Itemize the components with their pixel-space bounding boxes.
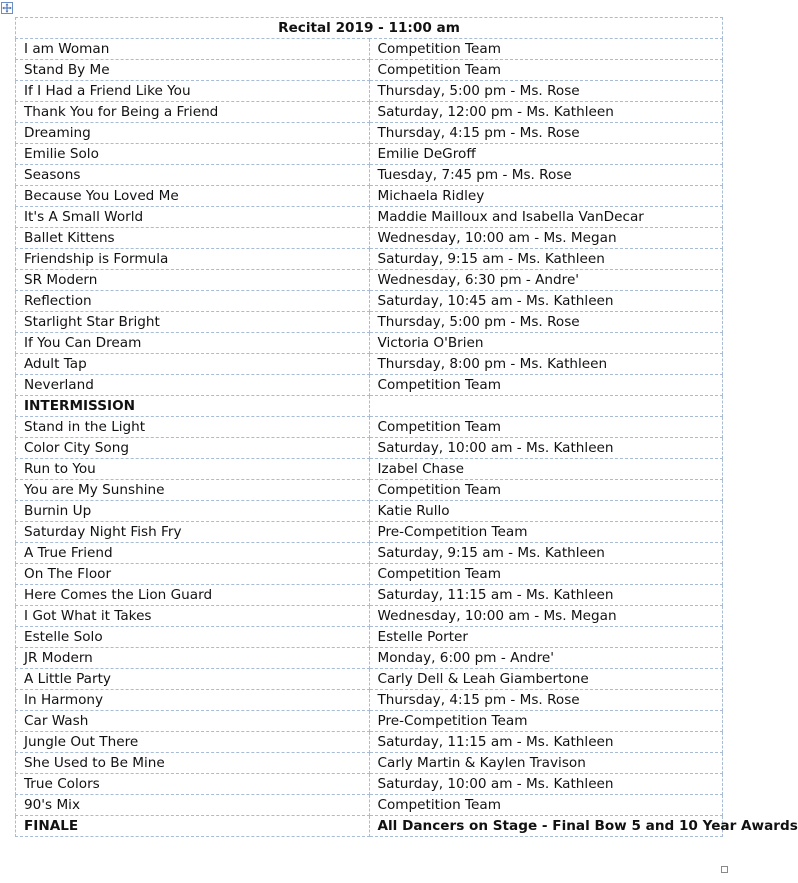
piece-detail-cell[interactable]: Thursday, 5:00 pm - Ms. Rose: [369, 312, 723, 333]
table-row: [16, 165, 723, 186]
piece-name-cell[interactable]: Neverland: [16, 375, 370, 396]
piece-detail-cell[interactable]: Victoria O'Brien: [369, 333, 723, 354]
piece-name-cell[interactable]: Jungle Out There: [16, 732, 370, 753]
piece-name-cell[interactable]: Seasons: [16, 165, 370, 186]
piece-name-cell[interactable]: 90's Mix: [16, 795, 370, 816]
piece-name-cell[interactable]: Ballet Kittens: [16, 228, 370, 249]
piece-name-cell[interactable]: Saturday Night Fish Fry: [16, 522, 370, 543]
table-row: [16, 648, 723, 669]
table-row: [16, 753, 723, 774]
table-row: [16, 732, 723, 753]
table-row: [16, 522, 723, 543]
table-row: [16, 480, 723, 501]
piece-name-cell[interactable]: On The Floor: [16, 564, 370, 585]
table-row: [16, 459, 723, 480]
piece-detail-cell[interactable]: Saturday, 11:15 am - Ms. Kathleen: [369, 732, 723, 753]
piece-name-cell[interactable]: I Got What it Takes: [16, 606, 370, 627]
piece-detail-cell[interactable]: Competition Team: [369, 480, 723, 501]
piece-detail-cell[interactable]: Michaela Ridley: [369, 186, 723, 207]
piece-detail-cell[interactable]: Tuesday, 7:45 pm - Ms. Rose: [369, 165, 723, 186]
piece-name-cell[interactable]: Thank You for Being a Friend: [16, 102, 370, 123]
piece-detail-cell[interactable]: All Dancers on Stage - Final Bow 5 and 10 Year Awards: [369, 816, 723, 837]
table-row: [16, 669, 723, 690]
table-row: [16, 333, 723, 354]
table-row: [16, 501, 723, 522]
piece-detail-cell[interactable]: Katie Rullo: [369, 501, 723, 522]
piece-name-cell[interactable]: In Harmony: [16, 690, 370, 711]
piece-detail-cell[interactable]: Competition Team: [369, 39, 723, 60]
table-row: [16, 60, 723, 81]
table-row: [16, 81, 723, 102]
piece-name-cell[interactable]: If You Can Dream: [16, 333, 370, 354]
move-arrows-icon: [2, 3, 12, 13]
piece-detail-cell[interactable]: Estelle Porter: [369, 627, 723, 648]
piece-name-cell[interactable]: Adult Tap: [16, 354, 370, 375]
piece-name-cell[interactable]: Dreaming: [16, 123, 370, 144]
table-title-row: [16, 18, 723, 39]
piece-name-cell[interactable]: Emilie Solo: [16, 144, 370, 165]
table-row: [16, 543, 723, 564]
table-row: [16, 123, 723, 144]
table-row: [16, 249, 723, 270]
piece-name-cell[interactable]: INTERMISSION: [16, 396, 370, 417]
recital-program-table: [15, 17, 798, 837]
piece-name-cell[interactable]: You are My Sunshine: [16, 480, 370, 501]
piece-detail-cell[interactable]: Competition Team: [369, 60, 723, 81]
table-row: [16, 606, 723, 627]
piece-detail-cell[interactable]: Thursday, 5:00 pm - Ms. Rose: [369, 81, 723, 102]
piece-name-cell[interactable]: True Colors: [16, 774, 370, 795]
piece-detail-cell[interactable]: Maddie Mailloux and Isabella VanDecar: [369, 207, 723, 228]
piece-name-cell[interactable]: FINALE: [16, 816, 370, 837]
table-row: [16, 795, 723, 816]
table-move-handle[interactable]: [1, 2, 13, 14]
piece-detail-cell[interactable]: Wednesday, 10:00 am - Ms. Megan: [369, 606, 723, 627]
piece-name-cell[interactable]: If I Had a Friend Like You: [16, 81, 370, 102]
table-row: [16, 417, 723, 438]
table-row: [16, 291, 723, 312]
piece-detail-cell[interactable]: Thursday, 4:15 pm - Ms. Rose: [369, 123, 723, 144]
table-row: [16, 186, 723, 207]
piece-name-cell[interactable]: I am Woman: [16, 39, 370, 60]
piece-detail-cell[interactable]: Monday, 6:00 pm - Andre': [369, 648, 723, 669]
piece-name-cell[interactable]: Car Wash: [16, 711, 370, 732]
piece-name-cell[interactable]: Friendship is Formula: [16, 249, 370, 270]
piece-name-cell[interactable]: Color City Song: [16, 438, 370, 459]
table-row: [16, 564, 723, 585]
piece-name-cell[interactable]: Stand By Me: [16, 60, 370, 81]
piece-detail-cell[interactable]: Emilie DeGroff: [369, 144, 723, 165]
piece-detail-cell[interactable]: Saturday, 12:00 pm - Ms. Kathleen: [369, 102, 723, 123]
piece-name-cell[interactable]: Starlight Star Bright: [16, 312, 370, 333]
piece-name-cell[interactable]: JR Modern: [16, 648, 370, 669]
table-row: [16, 438, 723, 459]
table-resize-handle[interactable]: [721, 866, 728, 873]
table-row: [16, 816, 723, 837]
piece-name-cell[interactable]: Here Comes the Lion Guard: [16, 585, 370, 606]
piece-detail-cell[interactable]: Izabel Chase: [369, 459, 723, 480]
piece-name-cell[interactable]: Run to You: [16, 459, 370, 480]
piece-name-cell[interactable]: SR Modern: [16, 270, 370, 291]
piece-detail-cell[interactable]: Wednesday, 6:30 pm - Andre': [369, 270, 723, 291]
piece-name-cell[interactable]: She Used to Be Mine: [16, 753, 370, 774]
piece-name-cell[interactable]: A Little Party: [16, 669, 370, 690]
piece-name-cell[interactable]: It's A Small World: [16, 207, 370, 228]
table-row: [16, 228, 723, 249]
piece-detail-cell[interactable]: Thursday, 4:15 pm - Ms. Rose: [369, 690, 723, 711]
table-row: [16, 585, 723, 606]
table-row: [16, 711, 723, 732]
table-row: [16, 375, 723, 396]
piece-detail-cell[interactable]: Competition Team: [369, 564, 723, 585]
piece-detail-cell[interactable]: Wednesday, 10:00 am - Ms. Megan: [369, 228, 723, 249]
piece-name-cell[interactable]: A True Friend: [16, 543, 370, 564]
piece-detail-cell[interactable]: Pre-Competition Team: [369, 711, 723, 732]
piece-detail-cell[interactable]: Competition Team: [369, 375, 723, 396]
piece-detail-cell[interactable]: Competition Team: [369, 795, 723, 816]
piece-name-cell[interactable]: Because You Loved Me: [16, 186, 370, 207]
table-row: [16, 144, 723, 165]
piece-detail-cell[interactable]: Saturday, 9:15 am - Ms. Kathleen: [369, 249, 723, 270]
piece-name-cell[interactable]: Burnin Up: [16, 501, 370, 522]
piece-detail-cell[interactable]: Thursday, 8:00 pm - Ms. Kathleen: [369, 354, 723, 375]
piece-name-cell[interactable]: Estelle Solo: [16, 627, 370, 648]
table-row: [16, 207, 723, 228]
piece-detail-cell[interactable]: Saturday, 11:15 am - Ms. Kathleen: [369, 585, 723, 606]
piece-detail-cell[interactable]: Saturday, 10:45 am - Ms. Kathleen: [369, 291, 723, 312]
piece-detail-cell[interactable]: Competition Team: [369, 417, 723, 438]
table-row: [16, 354, 723, 375]
piece-name-cell[interactable]: Reflection: [16, 291, 370, 312]
piece-detail-cell[interactable]: [369, 396, 723, 417]
table-row: [16, 270, 723, 291]
piece-name-cell[interactable]: Stand in the Light: [16, 417, 370, 438]
table-row: [16, 39, 723, 60]
table-title[interactable]: Recital 2019 - 11:00 am: [16, 18, 723, 39]
piece-detail-cell[interactable]: Carly Dell & Leah Giambertone: [369, 669, 723, 690]
recital-table-body: [16, 18, 798, 837]
piece-detail-cell[interactable]: Saturday, 10:00 am - Ms. Kathleen: [369, 438, 723, 459]
table-row: [16, 102, 723, 123]
table-row: [16, 627, 723, 648]
table-row: [16, 396, 723, 417]
piece-detail-cell[interactable]: Saturday, 10:00 am - Ms. Kathleen: [369, 774, 723, 795]
piece-detail-cell[interactable]: Saturday, 9:15 am - Ms. Kathleen: [369, 543, 723, 564]
piece-detail-cell[interactable]: Pre-Competition Team: [369, 522, 723, 543]
table-row: [16, 690, 723, 711]
piece-detail-cell[interactable]: Carly Martin & Kaylen Travison: [369, 753, 723, 774]
table-row: [16, 774, 723, 795]
table-row: [16, 312, 723, 333]
